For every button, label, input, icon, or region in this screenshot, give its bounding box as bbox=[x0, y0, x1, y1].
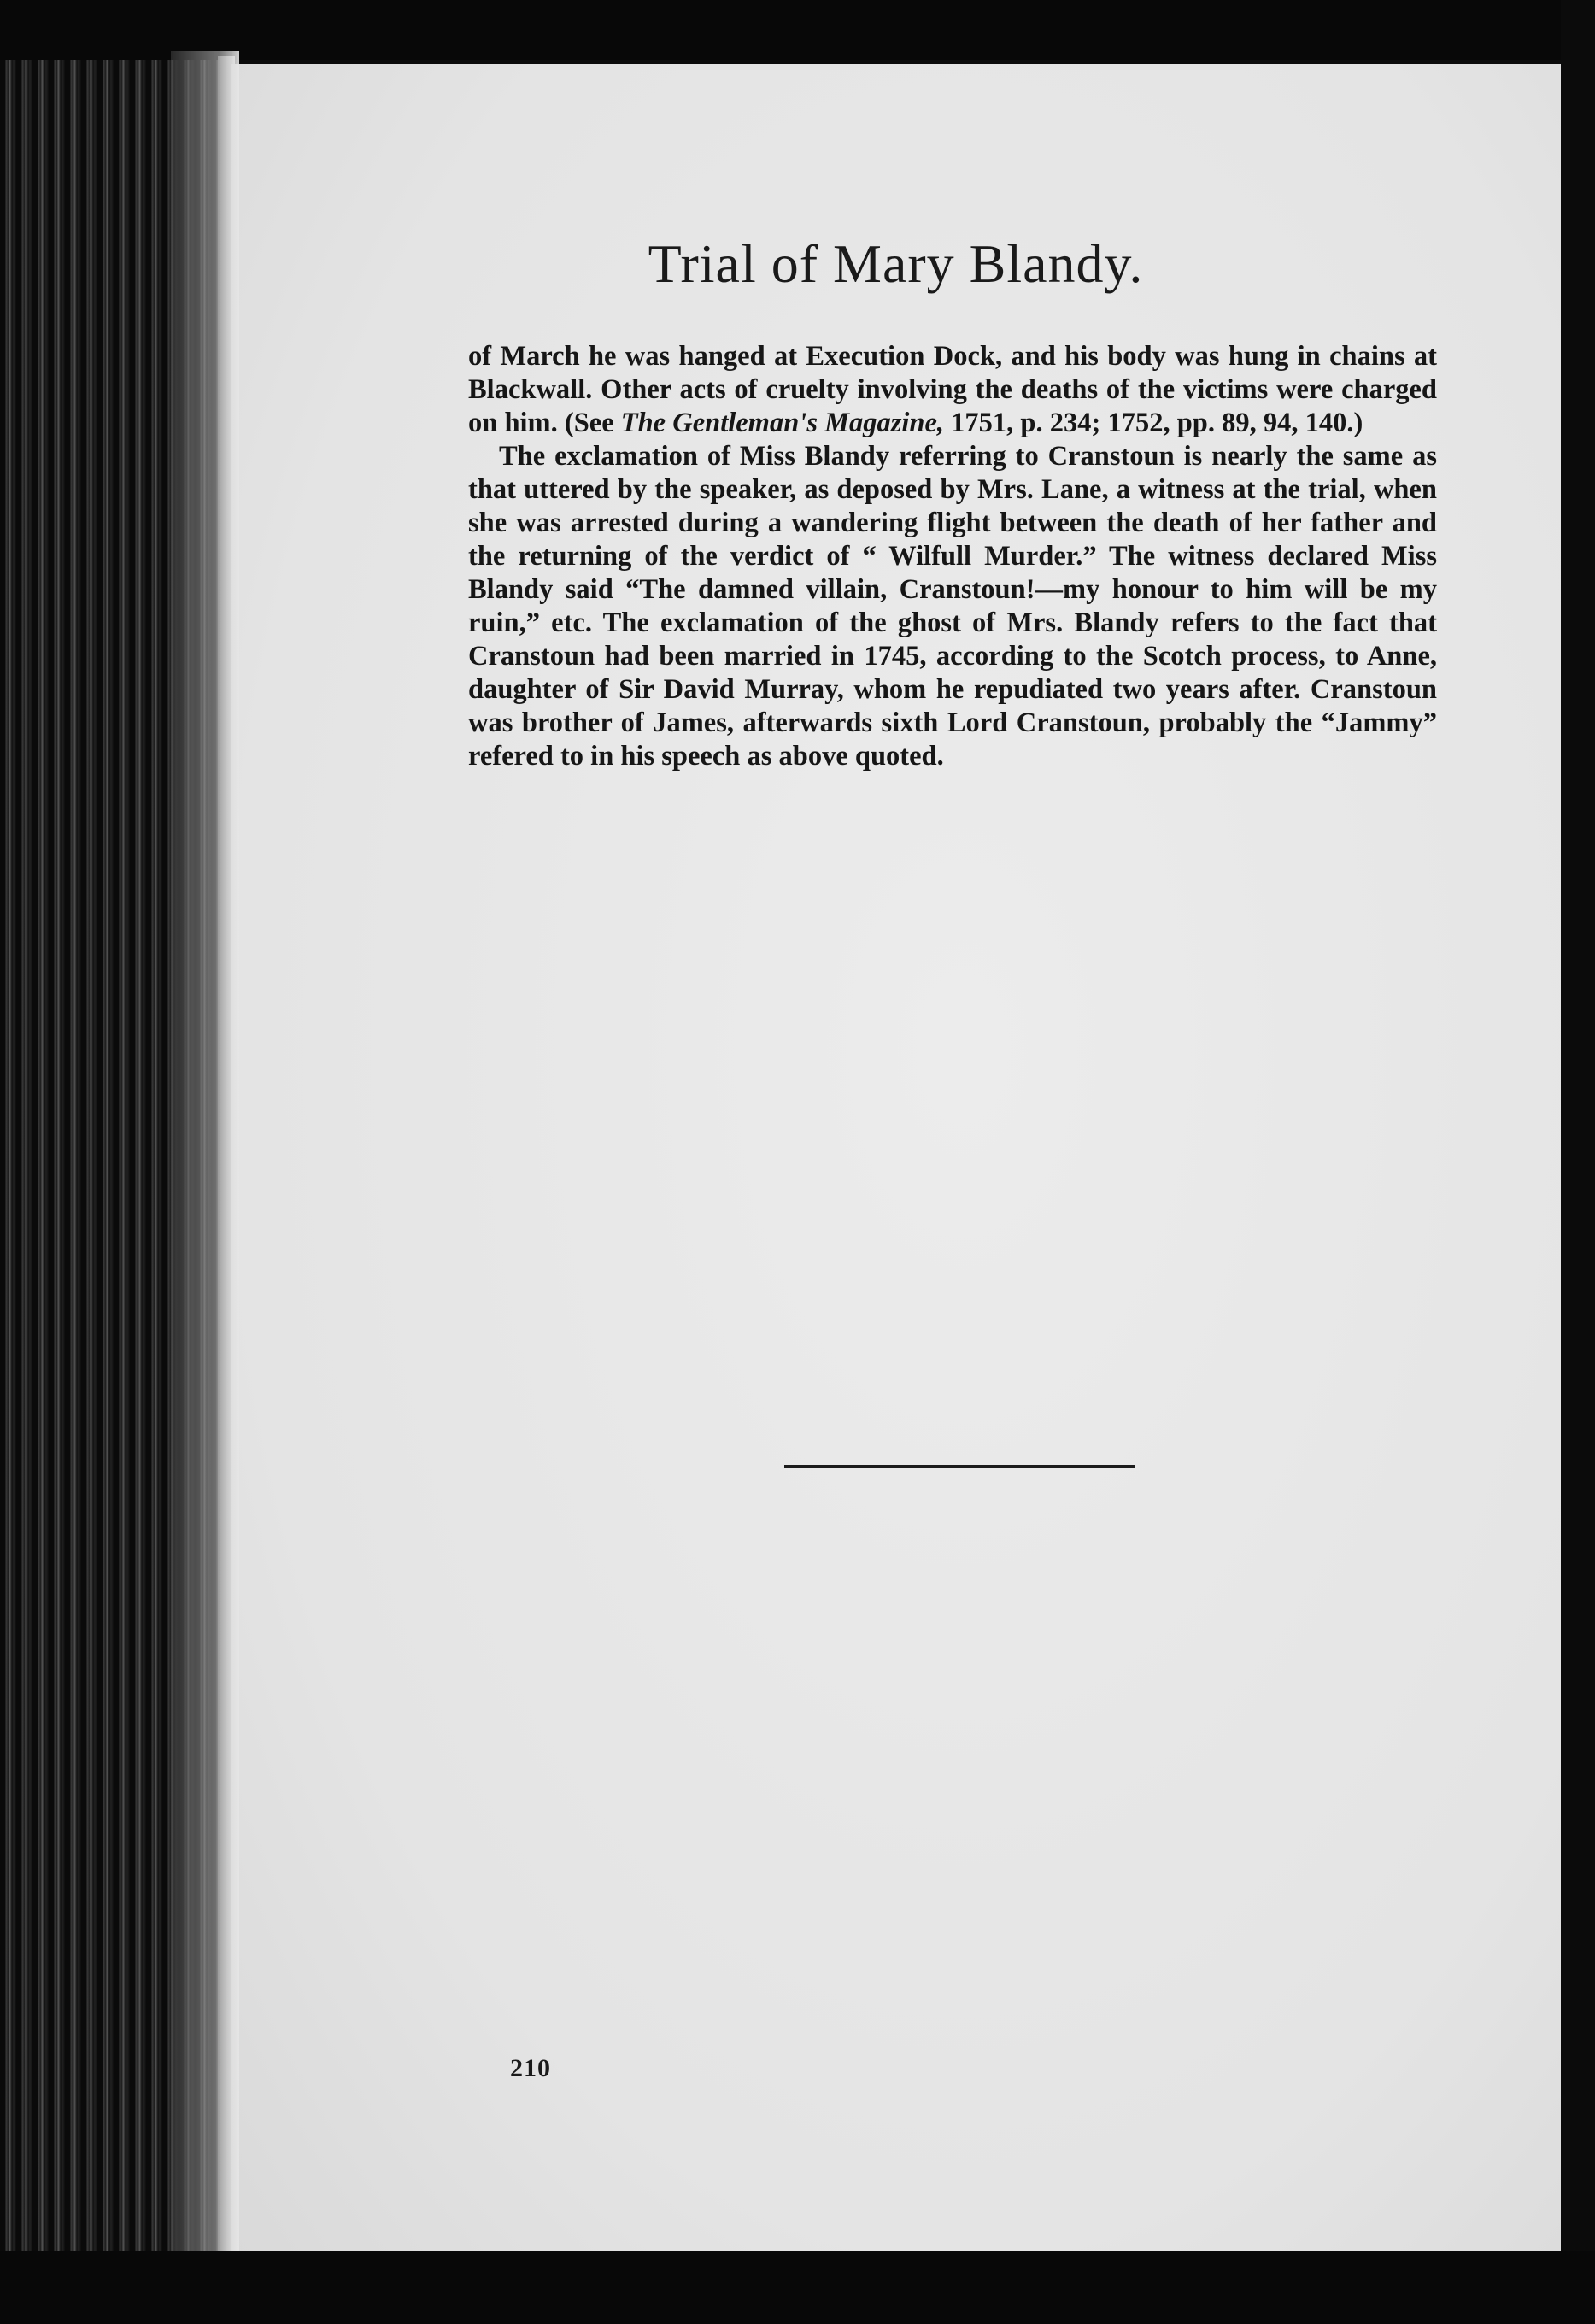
scan-top-border bbox=[0, 0, 1595, 60]
paragraph-1-text-b: 1751, p. 234; 1752, pp. 89, 94, 140.) bbox=[944, 408, 1363, 438]
page-shadow bbox=[171, 51, 239, 2273]
running-title: Trial of Mary Blandy. bbox=[648, 233, 1144, 294]
paragraph-1-text-a: of March he was hanged at Execution Dock, and his body was hung in chains at Blackwall. Other acts of cruelty involving the deaths of the victims were charged on him. (See bbox=[468, 341, 1437, 438]
paragraph-1 bbox=[468, 340, 1437, 440]
paragraph-2: The exclamation of Miss Blandy referring to Cranstoun is nearly the same as that uttered by the speaker, as deposed by Mrs. Lane, a witness at the trial, when she was arrested during a wandering flight between the death of her father and the returning of the verdict of “ Wilfull Murder.” The witness declared Miss Blandy said “The damned villain, Cranstoun!—my honour to him will be my ruin,” etc. The exclamation of the ghost of Mrs. Blandy refers to the fact that Cranstoun had been married in 1745, according to the Scotch process, to Anne, daughter of Sir David Murray, whom he repudiated two years after. Cranstoun was brother of James, afterwards sixth Lord Cranstoun, probably the “Jammy” refered to in his speech as above quoted. bbox=[468, 441, 1437, 772]
body-text bbox=[468, 340, 1437, 773]
section-rule bbox=[784, 1465, 1135, 1468]
paragraph-1-italic-title: The Gentleman's Magazine, bbox=[620, 408, 945, 438]
scan-right-border bbox=[1561, 0, 1595, 2324]
page-number: 210 bbox=[510, 2054, 551, 2082]
scan-bottom-border bbox=[0, 2251, 1595, 2324]
